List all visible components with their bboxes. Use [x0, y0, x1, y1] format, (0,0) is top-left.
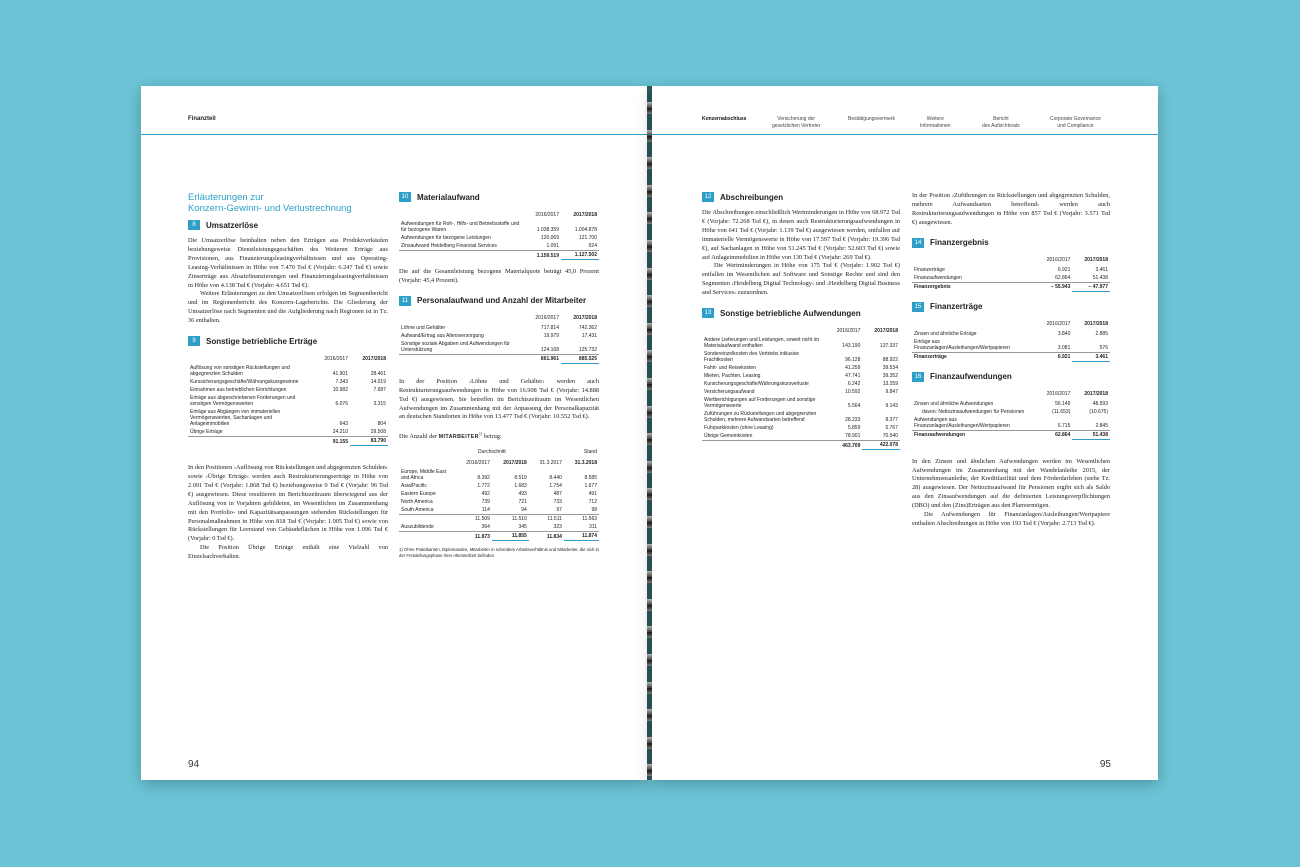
row-label: Kursicherungsgeschäfte/Währungskursverluste — [704, 381, 809, 388]
text-fragment: betrug: — [483, 433, 502, 441]
table-row — [399, 515, 599, 524]
table-row — [399, 340, 599, 355]
total-value: 885.525 — [561, 354, 599, 363]
table-cell: 62.864 — [1035, 274, 1073, 283]
table-cell: 9.143 — [885, 403, 898, 410]
nav-item-line: Bestätigungsvermerk — [848, 116, 895, 122]
table-row — [188, 364, 388, 378]
group-header: Durchschnitt — [478, 448, 506, 455]
table-cell: 11.563 — [582, 516, 597, 523]
table-cell: 125.732 — [561, 340, 599, 355]
row-label: Mieten, Pachten, Leasing — [704, 373, 761, 380]
section-title: Finanzergebnis — [930, 238, 989, 248]
table-cell: 1.683 — [514, 483, 527, 490]
table-cell: 9.847 — [885, 389, 898, 396]
total-value: 91.155 — [332, 438, 348, 445]
table-row — [702, 336, 900, 350]
table-cell: 493 — [518, 491, 527, 498]
materialaufwand-table — [399, 209, 599, 260]
header-rule — [652, 134, 1158, 135]
column-header: 2016/2017 — [535, 315, 559, 322]
table-row — [912, 330, 1110, 338]
section-title: Umsatzerlöse — [206, 220, 259, 230]
finanzaufwendungen-table — [912, 389, 1110, 440]
section-title: Sonstige betriebliche Aufwendungen — [720, 308, 861, 318]
table-row — [912, 416, 1110, 431]
section-number-badge: 14 — [912, 238, 924, 248]
table-row — [912, 400, 1110, 408]
section-title: Finanzaufwendungen — [930, 372, 1012, 382]
column-header: 2016/2017 — [1046, 321, 1071, 328]
paragraph: Die Position Übrige Erträge enthält eine Vielzahl von Einzelsachverhalten. — [188, 544, 388, 561]
section-12-heading — [702, 192, 900, 202]
total-value: 83.790 — [350, 437, 388, 446]
nav-item-line: gesetzlichen Vertreter — [772, 123, 821, 129]
table-cell: 742.362 — [578, 324, 597, 331]
table-cell: 487 — [553, 491, 562, 498]
paragraph: In der Position ›Löhne und Gehälter‹ werden auch Restrukturierungsaufwendungen in Höhe von 16.908 Tsd € (Vorjahr: 14.888 Tsd €) ausgewiesen. Sie betreffen im Berichtszeitraum im Wesentlichen Aufwendungen im Zusammenhang mit der Anpassung der Personalkapazität an deutschen Standorten in Höhe von 13.477 Tsd € (Vorjahr: 10.552 Tsd €). — [399, 377, 599, 421]
row-label: South America — [399, 506, 455, 515]
row-label: Versicherungsaufwand — [704, 389, 755, 396]
table-row — [188, 408, 388, 428]
table-row — [399, 482, 599, 490]
table-cell: 311 — [564, 523, 599, 532]
table-row — [912, 408, 1110, 416]
row-label: Erträge aus Abgängen von immateriellen Vermögenswerten, Sachanlagen und Anlageimmobilien — [190, 409, 281, 428]
row-label: Zuführungen zu Rückstellungen und abgegrenzten Schulden, mehrere Aufwandsarten betreffend — [704, 411, 817, 424]
total-value: 11.874 — [564, 532, 599, 541]
column-header: 2017/2018 — [573, 315, 597, 322]
page-title — [188, 192, 388, 214]
personalaufwand-table — [399, 313, 599, 364]
table-row — [702, 432, 900, 441]
row-label: North America — [401, 499, 433, 506]
table-row — [702, 364, 900, 372]
section-10-heading — [399, 192, 599, 202]
table-row — [399, 242, 599, 251]
section-title: Sonstige betriebliche Erträge — [206, 336, 318, 346]
section-9-heading — [188, 336, 388, 346]
table-cell: 1.772 — [477, 483, 490, 490]
nav-item-line: Corporate Governance — [1050, 116, 1101, 122]
row-label: Kurssicherungsgeschäfte/Währungskursgewinne — [190, 379, 299, 386]
table-cell: 3.840 — [1057, 330, 1071, 337]
table-cell: 8.519 — [514, 475, 527, 482]
row-label: Sondereinzelkosten des Vertriebs inklusive Frachtkosten — [704, 351, 800, 364]
paragraph: In den Zinsen und ähnlichen Aufwendungen werden im Wesentlichen Aufwendungen im Zusammenhang mit der Wandelanleihe 2015, der Unternehmensanleihe, der Kreditfazilität und dem Förderdarlehen (siehe Tz. 28) ausgewiesen. Der Nettozinsaufwand für Pensionen ergibt sich als Saldo aus den Zinsaufwendungen auf die definierten Leistungsverpflichtungen (DBO) und den (Zins)Erträgen aus den Planvermögen. — [912, 457, 1110, 510]
mitarbeiter-table — [399, 446, 599, 541]
table-row — [702, 372, 900, 380]
total-value: 62.864 — [1055, 432, 1071, 439]
column-header: 2017/2018 — [874, 327, 898, 334]
column-header: 2017/2018 — [1084, 391, 1108, 398]
column-header: 2016/2017 — [1046, 257, 1071, 264]
table-cell: 114 — [455, 506, 492, 515]
table-cell: 345 — [492, 523, 529, 532]
table-cell: 1.091 — [523, 242, 561, 251]
text-fragment: MITARBEITER — [438, 434, 479, 441]
finanzergebnis-table — [912, 255, 1110, 292]
nav-item-line: Informationen — [920, 123, 951, 129]
table-cell: 17.431 — [581, 332, 597, 339]
table-cell: 8.392 — [477, 475, 490, 482]
table-row — [912, 274, 1110, 283]
row-label: Übrige Gemeinkosten — [702, 432, 825, 441]
column-header: 2016/2017 — [1046, 391, 1071, 398]
row-label: Aufwendungen für bezogene Leistungen — [401, 235, 491, 241]
paragraph: In den Positionen ›Auflösung von Rückstellungen und abgegrenzten Schulden‹ sowie ›Übrige Erträge‹ werden auch Restrukturierungserträge in Höhe von 2.091 Tsd € (Vorjahr: 1.868 Tsd €) beziehungsweise 0 Tsd € (Vorjahr: 96 Tsd €) ausgewiesen. Diese resultieren im Berichtszeitraum überwiegend aus der Auflösung von in Vorjahren gebildeten, im Wesentlichen im Zusammenhang mit den Portfolio- und Kapazitätsanpassungen stehenden Rückstellungen für Personalmaßnahmen in Höhe von 818 Tsd € (Vorjahr: 1.905 Tsd €) sowie von Rückstellungen für Leerstand von Gebäudeflächen in Höhe von 1.096 Tsd € (Vorjahr: 0 Tsd €). — [188, 464, 388, 543]
table-cell: 11.511 — [547, 516, 562, 523]
table-cell: 5.859 — [847, 425, 861, 432]
table-cell: 492 — [481, 491, 490, 498]
row-label: Erträge aus Finanzanlagen/Ausleihungen/Wertpapieren — [912, 338, 1035, 353]
table-cell: 1.004.878 — [574, 227, 597, 233]
table-cell: 8.440 — [549, 475, 562, 482]
column-header: 2016/2017 — [324, 355, 348, 362]
table-cell: 97 — [529, 506, 564, 515]
column-header: 2017/2018 — [1084, 321, 1108, 328]
total-label: Finanzerträge — [914, 354, 947, 361]
section-title: Finanzerträge — [930, 302, 983, 312]
table-cell: 70.540 — [862, 432, 900, 441]
table-row — [399, 498, 599, 506]
table-cell: 14.019 — [370, 379, 386, 386]
paragraph: Die Aufwendungen für Finanzanlagen/Ausleihungen/Wertpapiere enthalten Abschreibungen in Höhe von 193 Tsd € (Vorjahr: 2.713 Tsd €). — [912, 511, 1110, 527]
nav-item — [772, 116, 820, 130]
nav-item-line: Konzernabschluss — [702, 116, 747, 122]
table-row — [399, 234, 599, 242]
table-cell: 41.259 — [845, 365, 861, 372]
group-header: Stand — [583, 448, 597, 455]
table-row — [399, 468, 599, 482]
total-value: – 55.943 — [1050, 284, 1071, 291]
table-cell: 13.259 — [882, 381, 898, 388]
right-column-2 — [912, 192, 1110, 529]
table-cell: 804 — [377, 421, 386, 428]
table-row — [912, 338, 1110, 353]
table-cell: 1.754 — [549, 483, 562, 490]
total-value: 11.873 — [474, 533, 490, 540]
section-number-badge: 10 — [399, 192, 411, 202]
column-header: 2017/2018 — [1084, 257, 1108, 264]
table-row — [399, 506, 599, 515]
table-cell: 11.509 — [475, 516, 490, 523]
table-cell: 11.510 — [511, 516, 527, 523]
table-row — [702, 380, 900, 388]
table-cell: 1.038.359 — [536, 227, 559, 233]
section-header: Finanzteil — [188, 116, 216, 122]
nav-item-line: Bericht — [993, 116, 1009, 122]
nav-item-line: des Aufsichtsrats — [982, 123, 1020, 129]
section-title: Abschreibungen — [720, 192, 784, 202]
total-value: 11.855 — [492, 532, 529, 541]
page-title-line-1: Erläuterungen zur — [188, 192, 264, 203]
table-cell: 323 — [529, 523, 564, 532]
paragraph: Weitere Erläuterungen zu den Umsatzerlösen erfolgen im Segmentbericht und im Regionenbericht des Konzern-Lageberichts. Die Gliederung der Umsatzerlöse nach Segmenten und die Aufgliederung nach Regionen ist in Tz. 36 enthalten. — [188, 290, 388, 325]
table-cell: 7.343 — [335, 379, 348, 386]
nav-item — [982, 116, 1020, 130]
section-title: Materialaufwand — [417, 192, 480, 202]
table-row — [188, 394, 388, 408]
right-page — [652, 86, 1158, 780]
section-title: Personalaufwand und Anzahl der Mitarbeiter — [417, 296, 587, 306]
table-cell: 29.508 — [350, 428, 388, 437]
column-header: 2016/2017 — [836, 327, 861, 334]
table-cell: (10.675) — [1089, 408, 1108, 415]
page-number: 94 — [188, 759, 200, 770]
nav-item-line: Weitere — [926, 116, 944, 122]
table-cell: 120.069 — [540, 235, 559, 241]
table-cell: 3.461 — [1095, 266, 1108, 273]
table-cell: 10.592 — [845, 389, 861, 396]
total-label: Finanzergebnis — [914, 284, 951, 291]
row-label: Auflösung von sonstigen Rückstellungen und abgegrenzten Schulden — [190, 365, 290, 378]
total-value: 11.834 — [546, 533, 562, 540]
section-number-badge: 9 — [188, 336, 200, 346]
table-cell: 739 — [481, 499, 490, 506]
table-cell: 6.242 — [847, 381, 861, 388]
section-number-badge: 13 — [702, 308, 714, 318]
table-cell: 576 — [1072, 338, 1110, 353]
table-cell: 6.921 — [1057, 266, 1071, 273]
paragraph: Die Wertminderungen in Höhe von 175 Tsd € (Vorjahr: 1.902 Tsd €) entfallen im Wesentlichen auf Software und Sonstige Rechte und sind den Segmenten ›Heidelberg Digital Technology‹ und ›Heidelberg Digital Business and Services‹ zuzuordnen. — [702, 262, 900, 297]
text-fragment: Die Anzahl der — [399, 433, 438, 441]
paragraph — [399, 430, 599, 442]
page-title-line-2: Konzern-Gewinn- und Verlustrechnung — [188, 203, 352, 214]
column-header: 2017/2018 — [503, 459, 527, 466]
table-cell: 124.168 — [523, 340, 561, 355]
table-cell: 3.315 — [373, 401, 386, 408]
table-cell: 10.982 — [332, 387, 348, 394]
nav-item-line: und Compliance — [1057, 123, 1094, 129]
nav-item-line: Versicherung der — [777, 116, 816, 122]
column-header: 31.3.2018 — [574, 459, 597, 466]
table-cell: 643 — [339, 421, 348, 428]
right-column-1 — [702, 192, 900, 454]
table-cell: 491 — [588, 491, 597, 498]
section-16-heading — [912, 372, 1110, 382]
table-cell: 712 — [588, 499, 597, 506]
total-value: – 47.977 — [1072, 282, 1110, 291]
table-cell: 2.885 — [1095, 330, 1108, 337]
paragraph: Die Abschreibungen einschließlich Wertminderungen in Höhe von 68.972 Tsd € (Vorjahr: 72.268 Tsd €), in denen auch Restrukturierungsaufwendungen in Höhe von 641 Tsd € (Vorjahr: 1.139 Tsd €) ausgewiesen werden, entfallen auf immaterielle Vermögenswerte in Höhe von 17.597 Tsd € (Vorjahr: 19.396 Tsd €), auf Sachanlagen in Höhe von 51.245 Tsd € (Vorjahr: 52.603 Tsd €) sowie auf Anlageimmobilien in Höhe von 130 Tsd € (Vorjahr: 269 Tsd €). — [702, 209, 900, 261]
table-cell: 721 — [518, 499, 527, 506]
table-row — [188, 386, 388, 394]
table-cell: 39.534 — [882, 365, 898, 372]
total-value: 3.461 — [1072, 352, 1110, 361]
table-row — [702, 410, 900, 424]
table-cell: 88.922 — [882, 357, 898, 364]
table-cell: 8.585 — [584, 475, 597, 482]
total-value: 6.921 — [1057, 354, 1071, 361]
table-cell: 7.687 — [373, 387, 386, 394]
row-label: Aufwendungen aus Finanzanlagen/Ausleihungen/Wertpapieren — [912, 416, 1035, 431]
section-15-heading — [912, 302, 1110, 312]
row-label: Aufwendungen für Roh-, Hilfs- und Betriebsstoffe und für bezogene Waren — [401, 221, 520, 233]
table-row — [399, 220, 599, 234]
table-cell: 98 — [564, 506, 599, 515]
paragraph: Die Umsatzerlöse beinhalten neben den Erträgen aus Produktverkäufen beziehungsweise Dienstleistungsgeschäften des Weiteren Erträge aus Provisionen, aus Finanzierungsleasingverhältnissen und aus Operating-Leasing-Verhältnissen in Höhe von 7.470 Tsd € (Vorjahr: 6.247 Tsd €) sowie Zinserträge aus Absatzfinanzierungen und Finanzierungsleasingverhältnissen in Höhe von 4.138 Tsd € (Vorjahr: 4.651 Tsd €). — [188, 237, 388, 289]
paragraph: In der Position ›Zuführungen zu Rückstellungen und abgegrenzten Schulden, mehrere Aufwandsarten betreffend‹ werden auch Restrukturierungsaufwendungen in Höhe von 857 Tsd € (Vorjahr: 3.571 Tsd €) ausgewiesen. — [912, 192, 1110, 226]
section-13-heading — [702, 308, 900, 318]
row-label: Aufwand/Ertrag aus Altersversorgung — [401, 332, 484, 339]
table-cell: 56.149 — [1055, 400, 1071, 407]
footnote: 1) Ohne Praktikanten, Diplomanden, Mitarbeiter in ruhendem Arbeitsverhältnis und Mitarbeiter, die sich in der Freistellungsphase ihrer Altersteilzeit befinden — [399, 547, 599, 559]
table-row — [399, 324, 599, 332]
left-column-2 — [399, 192, 599, 559]
nav-item — [1050, 116, 1101, 130]
column-header: 2016/2017 — [535, 211, 559, 218]
row-label: Fahrt- und Reisekosten — [704, 365, 756, 372]
table-cell: 5.767 — [885, 425, 898, 432]
column-header: 31.3.2017 — [539, 459, 562, 466]
table-cell: 28.233 — [845, 417, 861, 424]
sonstige-aufwendungen-table — [702, 325, 900, 450]
total-value: 1.127.502 — [561, 251, 599, 260]
section-14-heading — [912, 238, 1110, 248]
section-number-badge: 12 — [702, 192, 714, 202]
table-cell: 717.814 — [540, 324, 559, 331]
row-label: davon: Nettozinsaufwendungen für Pensionen — [922, 408, 1025, 415]
table-cell: 78.901 — [825, 432, 863, 441]
table-row — [702, 388, 900, 396]
total-value: 861.961 — [540, 356, 559, 363]
row-label: Löhne und Gehälter — [401, 324, 446, 331]
table-row — [399, 532, 599, 541]
section-8-heading — [188, 220, 388, 230]
section-number-badge: 11 — [399, 296, 411, 306]
section-number-badge: 16 — [912, 372, 924, 382]
row-label: Wertberichtigungen auf Forderungen und sonstige Vermögenswerte — [704, 397, 816, 410]
row-label: Fuhrparkkosten (ohne Leasing) — [704, 425, 774, 432]
table-cell: 24.210 — [312, 428, 350, 437]
table-row — [188, 378, 388, 386]
row-label: Asia/Pacific — [401, 483, 427, 490]
table-cell: 19.979 — [543, 332, 559, 339]
table-cell: 41.901 — [332, 371, 348, 378]
table-cell: 28.461 — [370, 371, 386, 378]
table-cell: 48.593 — [1092, 400, 1108, 407]
row-label: Finanzerträge — [914, 266, 945, 273]
header-rule — [141, 134, 647, 135]
row-label: Sonstige soziale Abgaben und Aufwendungen für Unterstützung — [399, 340, 523, 355]
table-cell: 6.076 — [335, 401, 348, 408]
table-row — [702, 350, 900, 364]
total-label: Finanzaufwendungen — [914, 432, 966, 439]
table-cell: 924 — [561, 242, 599, 251]
table-cell: 94 — [492, 506, 529, 515]
table-cell: 51.438 — [1072, 274, 1110, 283]
section-number-badge: 15 — [912, 302, 924, 312]
total-value: 463.709 — [842, 442, 861, 449]
finanzertraege-table — [912, 319, 1110, 362]
table-cell: 5.564 — [847, 403, 861, 410]
table-cell: 364 — [455, 523, 492, 532]
section-number-badge: 8 — [188, 220, 200, 230]
table-row — [399, 523, 599, 532]
table-cell: 2.845 — [1072, 416, 1110, 431]
row-label: Zinsaufwand Heidelberg Financial Services — [399, 242, 523, 251]
row-label: Einnahmen aus betrieblichen Einrichtungen — [190, 387, 287, 394]
sonstige-ertraege-table — [188, 353, 388, 446]
table-cell: 47.741 — [845, 373, 861, 380]
nav-item — [920, 116, 951, 130]
table-row — [399, 490, 599, 498]
table-row — [399, 332, 599, 340]
table-cell: 121.700 — [578, 235, 597, 241]
table-cell: 143.190 — [842, 343, 861, 350]
row-label: Andere Lieferungen und Leistungen, soweit nicht im Materialaufwand enthalten — [704, 337, 820, 350]
table-row — [702, 424, 900, 432]
total-value: 422.078 — [862, 441, 900, 450]
row-label: Finanzaufwendungen — [912, 274, 1035, 283]
row-label: Europe, Middle East and Africa — [401, 469, 447, 482]
table-row — [702, 396, 900, 410]
table-cell: 6.715 — [1035, 416, 1073, 431]
page-number: 95 — [1099, 759, 1111, 770]
section-11-heading — [399, 296, 599, 306]
table-cell: 3.081 — [1035, 338, 1073, 353]
row-label: Übrige Erträge — [188, 428, 312, 437]
nav-item — [848, 116, 895, 123]
nav-item — [702, 116, 746, 123]
row-label: Erträge aus abgeschriebenen Forderungen und sonstigen Vermögenswerten — [190, 395, 296, 408]
table-cell: 733 — [553, 499, 562, 506]
table-cell: 137.337 — [879, 343, 898, 350]
column-header: 2016/2017 — [466, 459, 490, 466]
row-label: Eastern Europe — [401, 491, 436, 498]
table-cell: 8.377 — [885, 417, 898, 424]
paragraph: Die auf die Gesamtleistung bezogene Materialquote beträgt 45,0 Prozent (Vorjahr: 45,4 Prozent). — [399, 268, 599, 284]
total-value: 51.438 — [1072, 430, 1110, 439]
column-header: 2017/2018 — [573, 211, 597, 218]
table-cell: 39.352 — [882, 373, 898, 380]
left-column-1 — [188, 192, 388, 562]
row-label: Zinsen und ähnliche Erträge — [914, 330, 977, 337]
row-label: Zinsen und ähnliche Aufwendungen — [914, 400, 994, 407]
total-value: 1.159.519 — [536, 252, 559, 259]
footnote-marker: 1) — [478, 431, 483, 437]
table-row — [188, 428, 388, 437]
table-row — [912, 266, 1110, 274]
column-header: 2017/2018 — [362, 355, 386, 362]
table-cell: (11.653) — [1052, 408, 1071, 415]
left-page — [141, 86, 647, 780]
table-cell: Auszubildende — [399, 523, 455, 532]
table-cell: 1.677 — [584, 483, 597, 490]
table-cell: 96.128 — [845, 357, 861, 364]
